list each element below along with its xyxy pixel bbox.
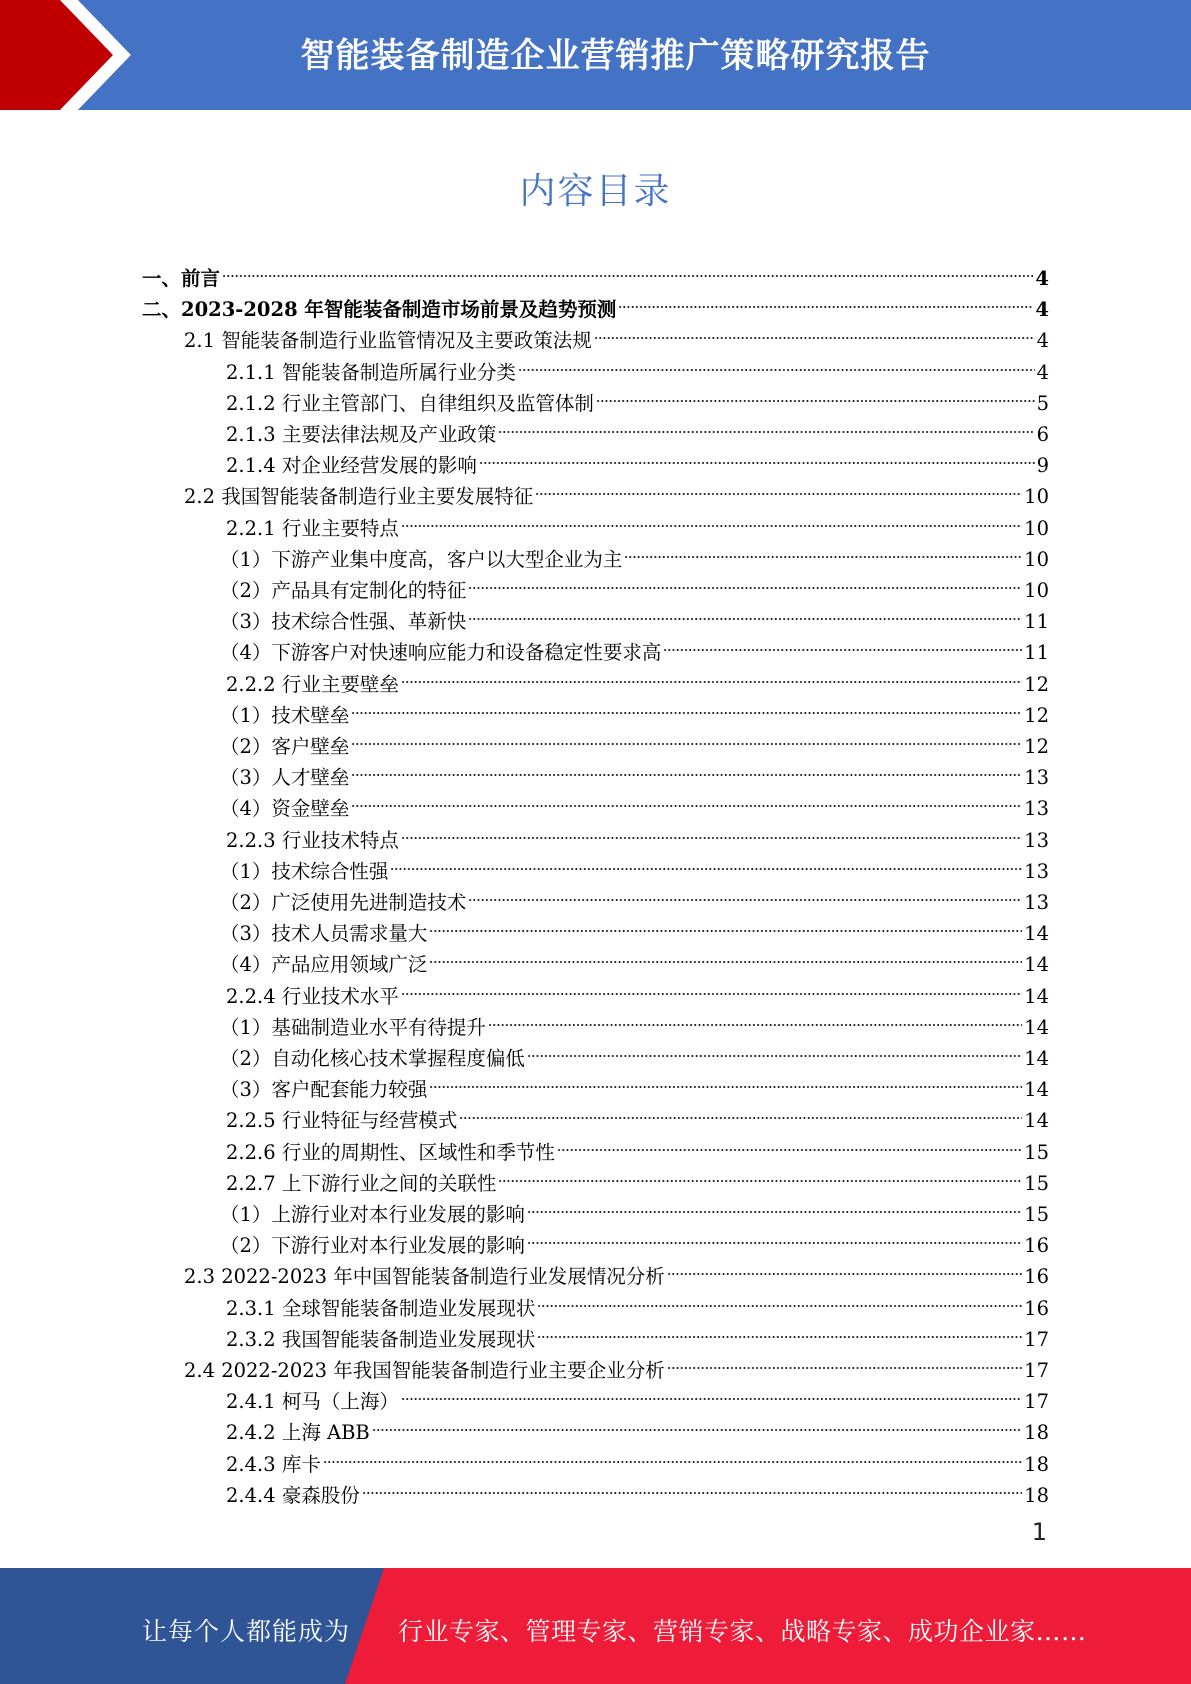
toc-entry-page: 5 xyxy=(1036,391,1049,415)
toc-entry-text: （1）上游行业对本行业发展的影响 xyxy=(220,1203,525,1226)
toc-entry-text: （1）技术综合性强 xyxy=(220,859,389,883)
toc-entry-page: 15 xyxy=(1024,1140,1049,1164)
toc-entry-text: 2.2.4 行业技术水平 xyxy=(226,984,399,1008)
toc-entry-page: 14 xyxy=(1024,922,1049,946)
toc-entry-page: 14 xyxy=(1024,1109,1049,1133)
toc-entry-page: 14 xyxy=(1024,984,1049,1008)
toc-entry-text: 2.2.6 行业的周期性、区域性和季节性 xyxy=(226,1140,555,1164)
toc-entry[interactable] xyxy=(184,316,1049,353)
toc-entry-page: 11 xyxy=(1024,641,1049,665)
toc-entry-text: （1）技术壁垒 xyxy=(220,703,350,727)
toc-dot-leader xyxy=(468,878,1022,909)
toc-entry-page: 14 xyxy=(1024,1015,1049,1039)
toc-dot-leader xyxy=(518,348,1035,379)
footer-slogan-left: 让每个人都能成为 xyxy=(142,1617,351,1646)
toc-entry[interactable] xyxy=(226,504,1049,540)
toc-dot-leader xyxy=(667,1252,1022,1283)
toc-entry[interactable] xyxy=(220,909,1049,946)
toc-entry-text: （2）产品具有定制化的特征 xyxy=(220,579,467,602)
toc-entry[interactable] xyxy=(220,535,1049,571)
toc-entry-text: 2.2.2 行业主要壁垒 xyxy=(226,672,399,696)
toc-dot-leader xyxy=(594,316,1035,347)
toc-entry-page: 12 xyxy=(1024,672,1049,696)
toc-entry-text: 2.2 我国智能装备制造行业主要发展特征 xyxy=(184,485,534,509)
toc-entry-text: 2.2.5 行业特征与经营模式 xyxy=(226,1109,458,1133)
toc-dot-leader xyxy=(663,628,1022,659)
toc-entry[interactable] xyxy=(220,753,1049,790)
toc-dot-leader xyxy=(468,597,1022,628)
toc-entry-text: （3）技术人员需求量大 xyxy=(220,922,428,946)
toc-entry-page: 11 xyxy=(1024,610,1049,634)
toc-entry-text: （3）技术综合性强、革新快 xyxy=(220,610,467,634)
toc-entry[interactable] xyxy=(226,1377,1049,1414)
toc-dot-leader xyxy=(498,410,1034,441)
toc-entry[interactable] xyxy=(226,1315,1049,1351)
toc-entry[interactable] xyxy=(220,1190,1049,1226)
toc-entry-text: （1）下游产业集中度高，客户以大型企业为主 xyxy=(220,547,623,571)
toc-entry[interactable] xyxy=(220,940,1049,977)
toc-entry[interactable] xyxy=(226,1440,1049,1476)
toc-dot-leader xyxy=(596,379,1035,410)
toc-entry-page: 14 xyxy=(1024,1078,1049,1102)
toc-entry[interactable] xyxy=(226,972,1049,1008)
toc-dot-leader xyxy=(323,1440,1022,1471)
toc-entry-page: 16 xyxy=(1024,1234,1049,1258)
toc-entry-page: 15 xyxy=(1024,1171,1049,1195)
toc-entry[interactable] xyxy=(226,1284,1049,1320)
toc-entry-page: 18 xyxy=(1024,1483,1049,1507)
toc-dot-leader xyxy=(459,1096,1022,1127)
toc-entry[interactable] xyxy=(220,784,1049,821)
toc-dot-leader xyxy=(401,660,1022,691)
toc-entry[interactable] xyxy=(220,722,1049,758)
toc-entry-text: 2.4 2022-2023 年我国智能装备制造行业主要企业分析 xyxy=(184,1359,665,1382)
toc-entry-text: （2）客户壁垒 xyxy=(220,735,350,758)
toc-entry-text: 二、2023-2028 年智能装备制造市场前景及趋势预测 xyxy=(142,298,617,322)
toc-entry-text: 2.4.4 豪森股份 xyxy=(226,1483,360,1507)
toc-dot-leader xyxy=(362,1471,1022,1502)
toc-entry-text: 2.1.2 行业主管部门、自律组织及监管体制 xyxy=(226,391,594,415)
toc-entry-text: 2.3 2022-2023 年中国智能装备制造行业发展情况分析 xyxy=(184,1265,665,1289)
toc-entry[interactable] xyxy=(184,1252,1049,1289)
toc-dot-leader xyxy=(537,1315,1022,1346)
toc-entry-text: （2）自动化核心技术掌握程度偏低 xyxy=(220,1047,525,1070)
toc-entry-text: （4）下游客户对快速响应能力和设备稳定性要求高 xyxy=(220,641,662,665)
toc-dot-leader xyxy=(351,784,1022,815)
toc-entry-page: 10 xyxy=(1024,516,1049,540)
toc-entry-page: 4 xyxy=(1036,329,1049,353)
toc-entry[interactable] xyxy=(226,816,1049,852)
toc-entry[interactable] xyxy=(184,472,1049,509)
toc-dot-leader xyxy=(351,753,1022,784)
toc-entry-page: 13 xyxy=(1024,797,1049,821)
toc-entry-text: （3）客户配套能力较强 xyxy=(220,1078,428,1102)
toc-entry[interactable] xyxy=(220,628,1049,665)
toc-entry-text: 2.3.1 全球智能装备制造业发展现状 xyxy=(226,1296,536,1320)
toc-entry-page: 12 xyxy=(1024,703,1049,727)
toc-entry[interactable] xyxy=(220,566,1049,602)
toc-dot-leader xyxy=(498,1159,1022,1190)
toc-entry[interactable] xyxy=(226,379,1049,415)
toc-dot-leader xyxy=(537,1284,1022,1315)
toc-entry-page: 13 xyxy=(1024,859,1049,883)
toc-entry[interactable] xyxy=(220,597,1049,634)
page-header xyxy=(0,0,1191,110)
toc-dot-leader xyxy=(527,1034,1022,1065)
toc-entry-text: 2.4.2 上海 ABB xyxy=(226,1421,370,1445)
toc-dot-leader xyxy=(401,816,1022,847)
toc-entry[interactable] xyxy=(184,1346,1049,1382)
toc-entry-text: （2）下游行业对本行业发展的影响 xyxy=(220,1234,525,1258)
toc-dot-leader xyxy=(527,1190,1022,1221)
toc-entry-page: 17 xyxy=(1024,1390,1049,1414)
toc-entry-page: 13 xyxy=(1024,828,1049,852)
toc-entry-text: 2.1.1 智能装备制造所属行业分类 xyxy=(226,360,516,384)
toc-entry-page: 17 xyxy=(1024,1327,1049,1351)
toc-entry-page: 4 xyxy=(1035,298,1049,322)
toc-dot-leader xyxy=(618,285,1033,316)
toc-entry-page: 16 xyxy=(1024,1296,1049,1320)
toc-entry[interactable] xyxy=(226,1128,1049,1164)
footer-slogan-right: 行业专家、管理专家、营销专家、战略专家、成功企业家…… xyxy=(398,1617,1087,1646)
toc-dot-leader xyxy=(479,441,1035,472)
toc-entry-text: 2.1 智能装备制造行业监管情况及主要政策法规 xyxy=(184,329,592,353)
toc-dot-leader xyxy=(429,1065,1022,1096)
toc-entry[interactable] xyxy=(142,254,1049,290)
toc-dot-leader xyxy=(667,1346,1022,1377)
toc-dot-leader xyxy=(468,566,1022,597)
toc-entry[interactable] xyxy=(220,847,1049,883)
toc-heading: 内容目录 xyxy=(519,171,672,212)
toc-dot-leader xyxy=(535,472,1022,503)
toc-dot-leader xyxy=(390,847,1022,878)
toc-entry-text: 2.2.1 行业主要特点 xyxy=(226,516,399,540)
toc-dot-leader xyxy=(401,1377,1022,1408)
toc-entry[interactable] xyxy=(220,1221,1049,1258)
toc-entry-page: 15 xyxy=(1024,1203,1049,1226)
toc-entry-page: 4 xyxy=(1036,360,1049,384)
toc-entry-page: 12 xyxy=(1024,735,1049,758)
report-title: 智能装备制造企业营销推广策略研究报告 xyxy=(300,35,931,76)
toc-entry-text: 2.2.7 上下游行业之间的关联性 xyxy=(226,1171,497,1195)
toc-dot-leader xyxy=(222,254,1033,285)
toc-entry-text: （3）人才壁垒 xyxy=(220,766,350,790)
toc-entry-page: 10 xyxy=(1024,547,1049,571)
toc-entry-text: 2.4.1 柯马（上海） xyxy=(226,1390,399,1414)
toc-dot-leader xyxy=(488,1003,1022,1034)
toc-entry[interactable] xyxy=(226,348,1049,384)
toc-entry[interactable] xyxy=(220,1065,1049,1102)
toc-entry[interactable] xyxy=(226,660,1049,696)
toc-entry[interactable] xyxy=(220,1003,1049,1039)
toc-entry-page: 13 xyxy=(1024,766,1049,790)
toc-entry-text: 2.1.4 对企业经营发展的影响 xyxy=(226,454,477,478)
toc-entry[interactable] xyxy=(220,878,1049,914)
toc-entry[interactable] xyxy=(220,1034,1049,1070)
toc-entry-page: 9 xyxy=(1036,454,1049,478)
toc-entry[interactable] xyxy=(226,1096,1049,1133)
toc-entry-page: 14 xyxy=(1024,953,1049,977)
toc-entry-page: 10 xyxy=(1024,579,1049,602)
toc-entry-text: 一、前言 xyxy=(142,267,221,290)
toc-entry-page: 17 xyxy=(1024,1359,1049,1382)
toc-entry[interactable] xyxy=(226,441,1049,478)
toc-dot-leader xyxy=(429,909,1022,940)
toc-entry[interactable] xyxy=(142,285,1049,322)
toc-entry-page: 4 xyxy=(1035,267,1049,290)
toc-entry-page: 6 xyxy=(1036,423,1049,446)
toc-dot-leader xyxy=(401,972,1022,1003)
toc-entry-page: 13 xyxy=(1024,891,1049,914)
toc-entry-text: 2.4.3 库卡 xyxy=(226,1452,321,1476)
toc-entry-text: 2.3.2 我国智能装备制造业发展现状 xyxy=(226,1327,536,1351)
toc-entry-text: 2.2.3 行业技术特点 xyxy=(226,828,399,852)
toc-dot-leader xyxy=(401,504,1022,535)
toc-entry[interactable] xyxy=(220,691,1049,727)
toc-entry-text: （1）基础制造业水平有待提升 xyxy=(220,1015,486,1039)
toc-entry[interactable] xyxy=(226,410,1049,446)
toc-entry-page: 18 xyxy=(1024,1421,1049,1445)
toc-entry-text: （4）资金壁垒 xyxy=(220,797,350,821)
toc-entry-page: 16 xyxy=(1024,1265,1049,1289)
toc-entry-page: 14 xyxy=(1024,1047,1049,1070)
header-chevron-decoration xyxy=(0,0,150,110)
toc-entry-page: 10 xyxy=(1024,485,1049,509)
toc-dot-leader xyxy=(557,1128,1022,1159)
toc-dot-leader xyxy=(429,940,1022,971)
toc-entry[interactable] xyxy=(226,1471,1049,1507)
toc-dot-leader xyxy=(527,1221,1022,1252)
toc-entry-text: （2）广泛使用先进制造技术 xyxy=(220,891,467,914)
toc-entry[interactable] xyxy=(226,1159,1049,1195)
toc-dot-leader xyxy=(372,1408,1022,1439)
toc-dot-leader xyxy=(351,691,1022,722)
toc-entry-text: （4）产品应用领域广泛 xyxy=(220,953,428,977)
toc-dot-leader xyxy=(351,722,1022,753)
toc-entry-page: 18 xyxy=(1024,1452,1049,1476)
page-number: 1 xyxy=(1031,1518,1047,1546)
toc-entry[interactable] xyxy=(226,1408,1049,1445)
toc-dot-leader xyxy=(624,535,1022,566)
toc-entry-text: 2.1.3 主要法律法规及产业政策 xyxy=(226,423,497,446)
